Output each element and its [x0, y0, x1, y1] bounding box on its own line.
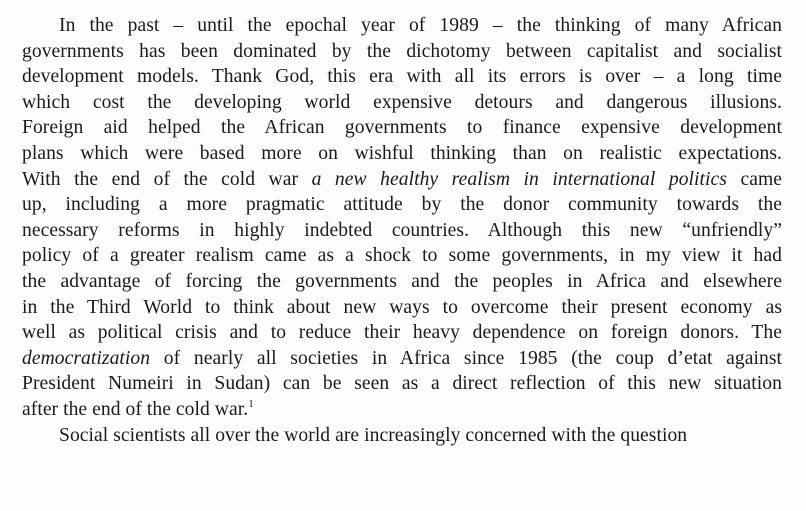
text-line — [22, 371, 782, 397]
text-segment: necessary reforms in highly indebted countries. Although this new “unfriendly” — [22, 219, 782, 241]
text-line — [22, 346, 782, 372]
text-segment: after the end of the cold war. — [22, 398, 249, 420]
text-segment: Foreign aid helped the African governments to finance expensive development — [22, 117, 782, 139]
text-segment: the advantage of forcing the governments and the peoples in Africa and elsewhere — [22, 270, 782, 292]
text-line — [22, 423, 782, 449]
emphasized-text: democratization — [22, 347, 151, 369]
text-segment: which cost the developing world expensive detours and dangerous illusions. — [22, 91, 782, 113]
text-line — [22, 397, 782, 423]
text-segment: President Numeiri in Sudan) can be seen as a direct reflection of this new situation — [22, 373, 782, 395]
text-line — [22, 13, 782, 39]
text-segment: governments has been dominated by the dichotomy between capitalist and socialist — [22, 40, 782, 62]
emphasized-text: a new healthy realism in international politics — [311, 168, 727, 190]
text-line — [22, 90, 782, 116]
text-line — [22, 39, 782, 65]
text-segment: policy of a greater realism came as a shock to some governments, in my view it had — [22, 245, 782, 267]
text-segment: of nearly all societies in Africa since 1985 (the coup d’etat against — [150, 347, 782, 369]
text-segment: came — [726, 168, 782, 190]
text-line — [22, 141, 782, 167]
text-line — [22, 320, 782, 346]
text-segment: plans which were based more on wishful thinking than on realistic expectations. — [22, 142, 782, 164]
text-line — [22, 243, 782, 269]
text-segment: in the Third World to think about new ways to overcome their present economy as — [22, 296, 782, 318]
text-line — [22, 167, 782, 193]
text-line — [22, 64, 782, 90]
text-segment: With the end of the cold war — [22, 168, 312, 190]
text-segment: up, including a more pragmatic attitude by the donor community towards the — [22, 194, 782, 216]
text-line — [22, 192, 782, 218]
text-line — [22, 115, 782, 141]
footnote-marker: 1 — [248, 397, 254, 410]
text-segment: In the past – until the epochal year of 1989 – the thinking of many African — [59, 15, 782, 36]
text-segment: well as political crisis and to reduce their heavy dependence on foreign donors. The — [22, 322, 782, 344]
text-line — [22, 295, 782, 321]
text-line — [22, 218, 782, 244]
text-segment: development models. Thank God, this era with all its errors is over – a long time — [22, 66, 782, 88]
text-segment: Social scientists all over the world are increasingly concerned with the question — [59, 424, 688, 446]
body-text — [22, 13, 782, 448]
text-line — [22, 269, 782, 295]
